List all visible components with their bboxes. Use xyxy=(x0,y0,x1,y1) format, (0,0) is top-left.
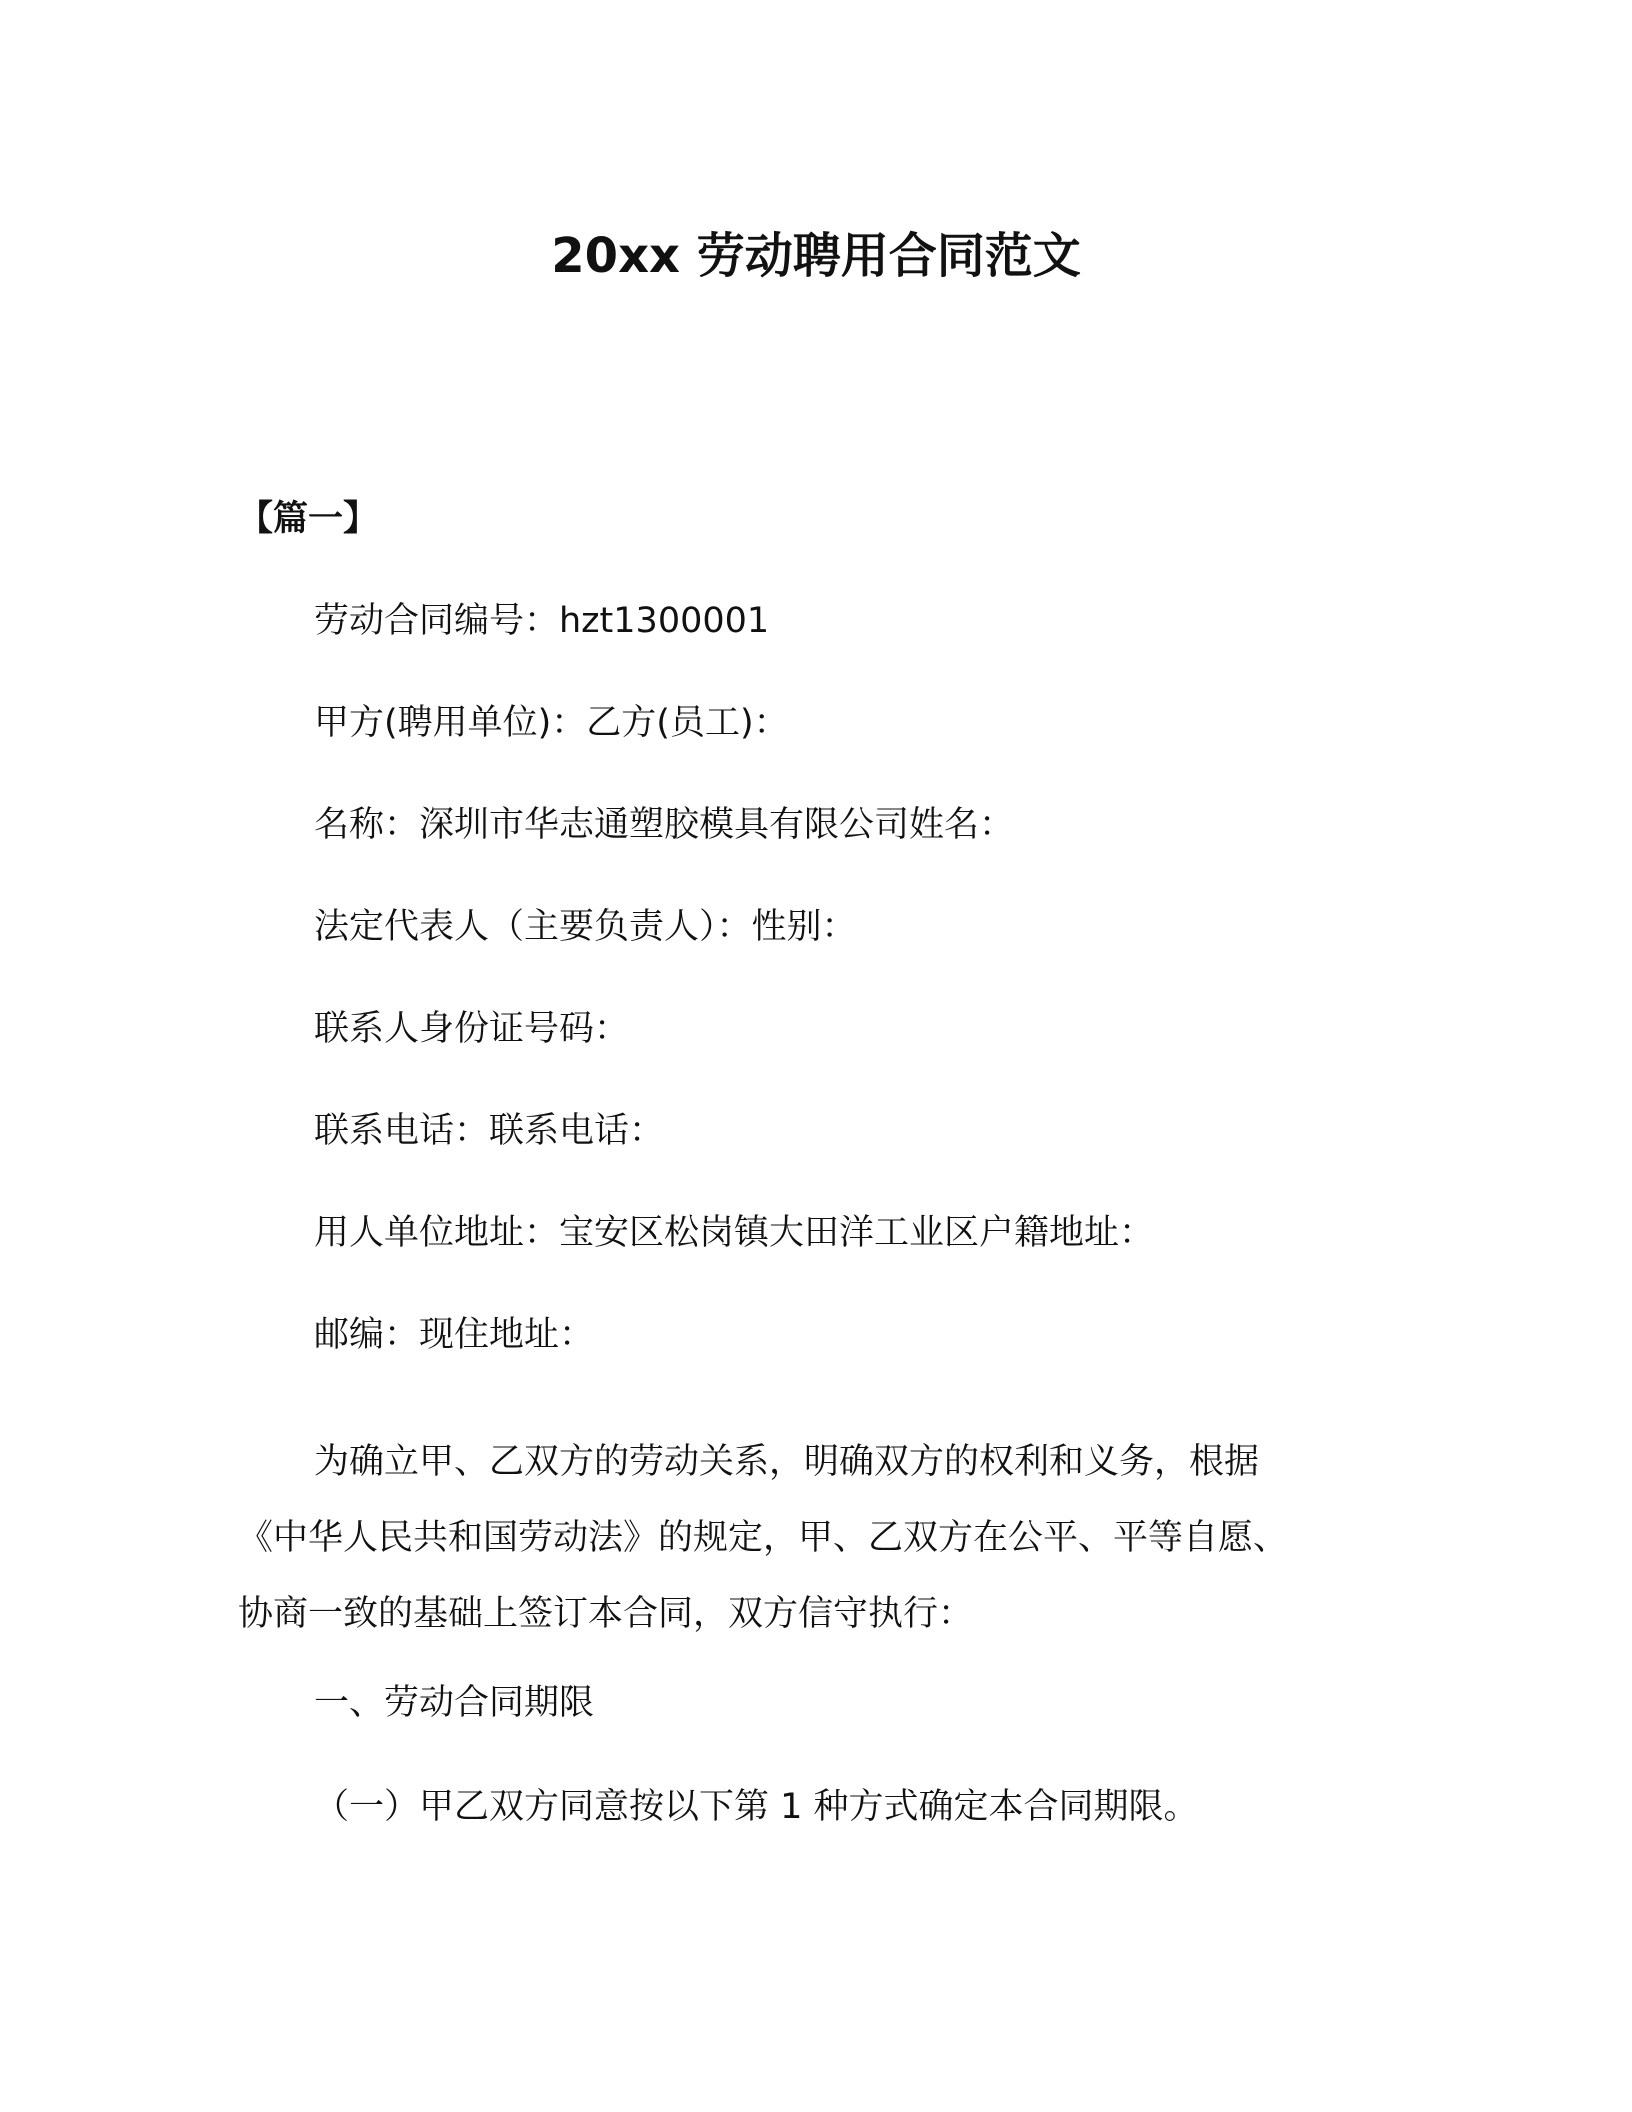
preamble-line: 协商一致的基础上签订本合同，双方信守执行： xyxy=(238,1594,974,1634)
field-parties: 甲方(聘用单位)：乙方(员工)： xyxy=(314,703,789,743)
field-address: 用人单位地址：宝安区松岗镇大田洋工业区户籍地址： xyxy=(314,1213,1155,1253)
field-company-name: 名称：深圳市华志通塑胶模具有限公司姓名： xyxy=(314,805,1015,845)
field-id-number: 联系人身份证号码： xyxy=(314,1009,630,1049)
field-phone: 联系电话：联系电话： xyxy=(314,1111,665,1151)
clause-heading: 一、劳动合同期限 xyxy=(314,1683,595,1723)
field-contract-number: 劳动合同编号：hzt1300001 xyxy=(314,601,770,641)
document-title: 20xx 劳动聘用合同范文 xyxy=(551,228,1081,284)
field-legal-representative: 法定代表人（主要负责人）：性别： xyxy=(314,907,857,947)
field-postcode: 邮编：现住地址： xyxy=(314,1315,595,1355)
clause-item: （一）甲乙双方同意按以下第 1 种方式确定本合同期限。 xyxy=(314,1787,1199,1827)
preamble-line: 《中华人民共和国劳动法》的规定，甲、乙双方在公平、平等自愿、 xyxy=(238,1518,1289,1558)
preamble-line: 为确立甲、乙双方的劳动关系，明确双方的权利和义务，根据 xyxy=(314,1442,1260,1482)
preamble-paragraph xyxy=(238,1424,1358,1652)
section-tag: 【篇一】 xyxy=(238,499,379,539)
